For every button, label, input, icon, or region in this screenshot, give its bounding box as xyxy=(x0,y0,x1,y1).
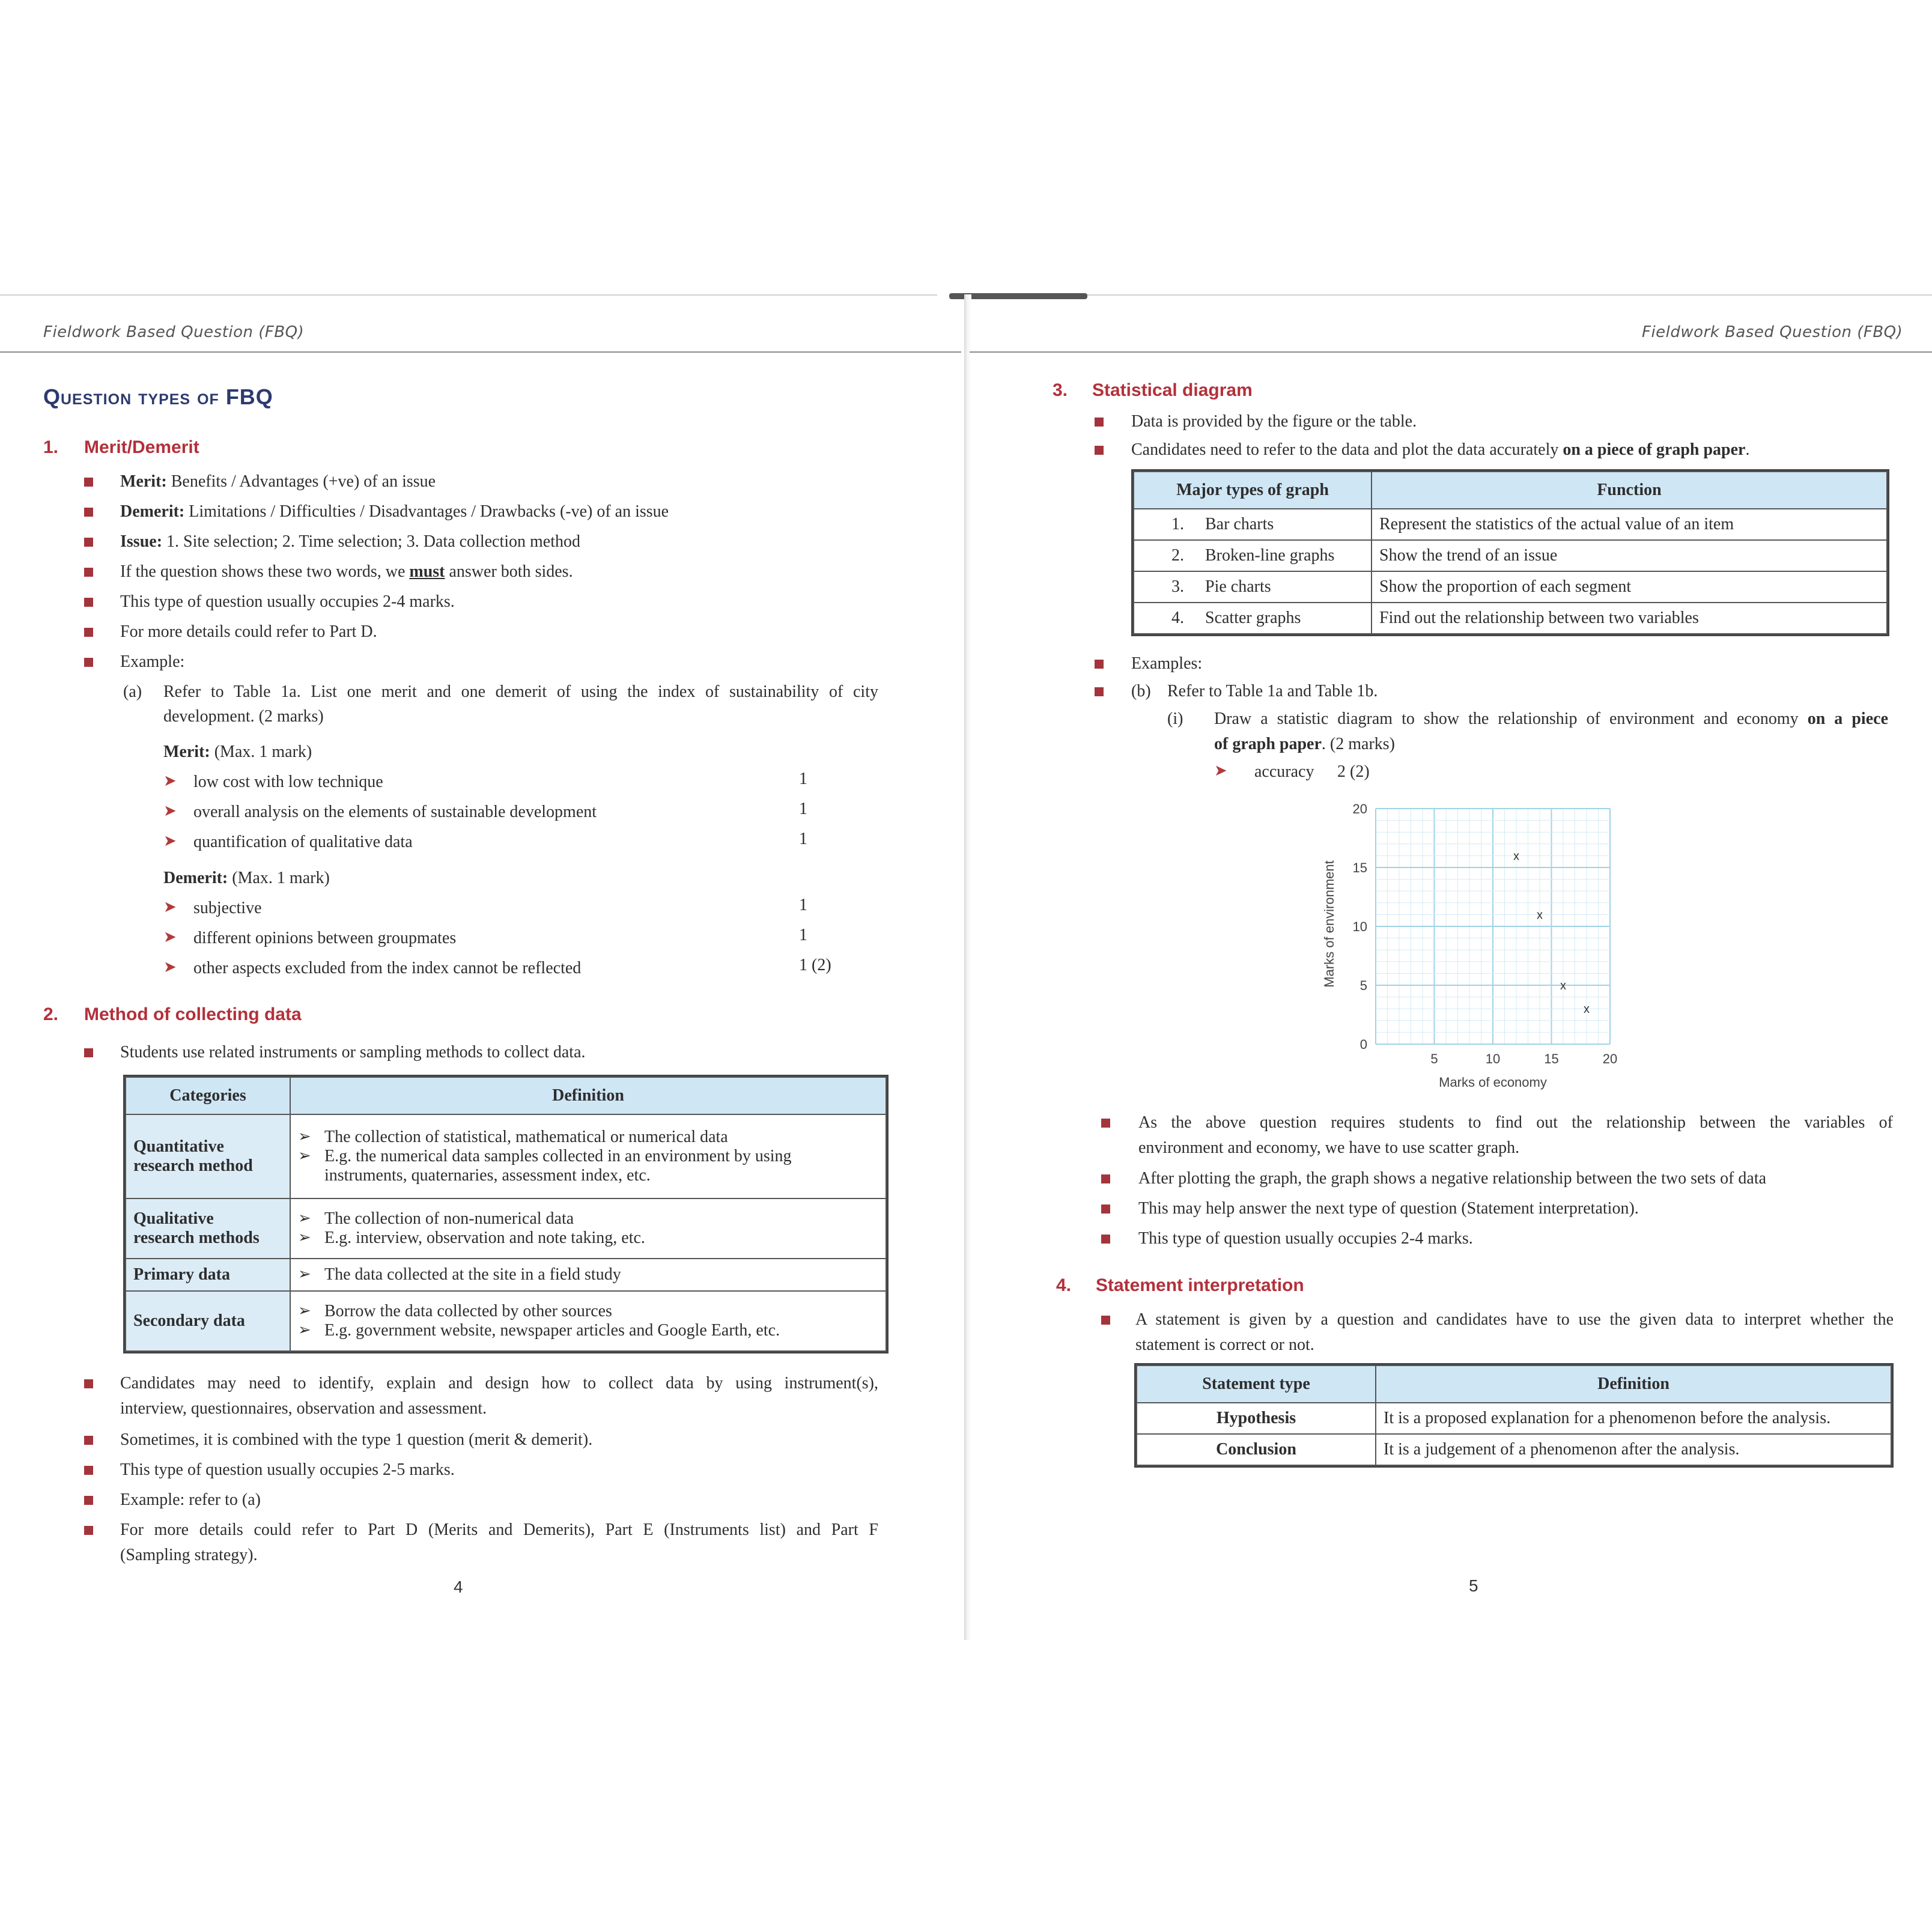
merit-heading: Merit: (Max. 1 mark) xyxy=(163,743,312,761)
bullet-both-sides: If the question shows these two words, we must answer both sides. xyxy=(120,562,573,581)
graph-type-cell: 4. Scatter graphs xyxy=(1134,603,1372,634)
section-2-title: Method of collecting data xyxy=(84,1004,302,1024)
definition-cell: ➢ The collection of non-numerical data ➢ E.g. interview, observation and note taking, etc. xyxy=(290,1198,886,1259)
statement-type-conclusion: Conclusion xyxy=(1137,1434,1376,1465)
section-4-title: Statement interpretation xyxy=(1096,1275,1304,1295)
statement-definition-cell: It is a proposed explanation for a phenomenon before the analysis. xyxy=(1376,1403,1891,1434)
table-row xyxy=(1134,540,1887,571)
definition-cell: ➢ Borrow the data collected by other sources ➢ E.g. government website, newspaper articles and Google Earth, etc. xyxy=(290,1291,886,1351)
page-number-right: 5 xyxy=(1469,1576,1478,1595)
accuracy-text: accuracy xyxy=(1254,762,1314,781)
question-a-text-2: development. (2 marks) xyxy=(163,707,324,726)
definition-cell: ➢ The collection of statistical, mathematical or numerical data ➢ E.g. the numerical data samples collected in an environment by using instruments, quaternaries, assessment index, etc. xyxy=(290,1114,886,1198)
graph-types-table xyxy=(1133,471,1888,634)
table-row xyxy=(1137,1434,1891,1465)
scatter-point: x xyxy=(1537,908,1543,922)
x-tick-label: 15 xyxy=(1544,1051,1559,1066)
section-1-title: Merit/Demerit xyxy=(84,437,199,457)
x-axis-label: Marks of economy xyxy=(1439,1075,1547,1090)
demerit-3: other aspects excluded from the index cannot be reflected xyxy=(193,959,582,977)
section-3-after-4: This type of question usually occupies 2-4 marks. xyxy=(1138,1229,1473,1248)
demerit-3-mark: 1 (2) xyxy=(799,956,831,974)
section-3-after-2: After plotting the graph, the graph shows a negative relationship between the two sets of data xyxy=(1138,1169,1767,1188)
section-3-number: 3. xyxy=(1053,380,1068,400)
section-3-after-1: As the above question requires students to find out the relationship between the variables of xyxy=(1138,1113,1893,1132)
merit-2-mark: 1 xyxy=(799,800,807,818)
section-3-after-3: This may help answer the next type of question (Statement interpretation). xyxy=(1138,1199,1639,1218)
scatter-point: x xyxy=(1584,1003,1590,1016)
table-row xyxy=(1134,571,1887,603)
section-2-p3: This type of question usually occupies 2-5 marks. xyxy=(120,1460,455,1479)
section-3-b1: Data is provided by the figure or the table. xyxy=(1131,412,1417,431)
statement-definition-cell: It is a judgement of a phenomenon after the analysis. xyxy=(1376,1434,1891,1465)
merit-3-mark: 1 xyxy=(799,830,807,848)
examples-label: Examples: xyxy=(1131,654,1203,673)
graph-function-cell: Show the trend of an issue xyxy=(1372,540,1887,571)
table-header-statement-type: Statement type xyxy=(1137,1365,1376,1403)
merit-1-mark: 1 xyxy=(799,770,807,788)
data-collection-table xyxy=(125,1077,887,1352)
table-header-statement-definition: Definition xyxy=(1376,1365,1891,1403)
table-header-graph-type: Major types of graph xyxy=(1134,472,1372,509)
table-row xyxy=(126,1114,886,1198)
question-i-text: Draw a statistic diagram to show the relationship of environment and economy on a piece xyxy=(1214,709,1888,728)
demerit-2-mark: 1 xyxy=(799,926,807,944)
y-tick-label: 0 xyxy=(1359,1037,1367,1052)
graph-type-cell: 3. Pie charts xyxy=(1134,571,1372,603)
table-row xyxy=(1134,509,1887,540)
y-tick-label: 5 xyxy=(1359,978,1367,993)
table-row xyxy=(126,1198,886,1259)
table-header-function: Function xyxy=(1372,472,1887,509)
chart-grid xyxy=(1376,809,1610,1044)
merit-1: low cost with low technique xyxy=(193,773,383,791)
right-page: Fieldwork Based Question (FBQ) 3. Statistical diagram Data is provided by the figure or the table. Candidates need to refer to the data and plot the data accurately on a piece of graph paper. Major types of graph Function 1. Bar charts Represent the statistics of the actual value of an item 2. Broken-line graphs Show the trend of an issue 3. Pie charts Show the proportion of each segment 4. Scatter graphs Find out the relationship between two variables Examples: (b) Refer to Table 1a and Table 1b. (i) Draw a statistic diagram to show the relationship of environment and economy on a piece of graph paper. (2 marks) ➤ accuracy 2 (2) 5 10 15 20 0 5 10 15 20 x x x x Marks of environment Marks of economy As the above question requires students to find out the relationship between the variables of environment and economy, we have to use scatter graph. After plotting the graph, the graph shows a negative relationship between the two sets of data This may help answer the next type of question (Statement interpretation). This type of question usually occupies 2-4 marks. 4. Statement interpretation A statement is given by a question and candidates have to use the given data to interpret whether the statement is correct or not. Statement type Definition Hypothesis It is a proposed explanation for a phenomenon before the analysis. Conclusion It is a judgement of a phenomenon after the analysis. 5 xyxy=(961,0,1932,1932)
table-row xyxy=(126,1259,886,1291)
demerit-2: different opinions between groupmates xyxy=(193,929,457,947)
merit-3: quantification of qualitative data xyxy=(193,833,413,851)
category-qualitative: Qualitative research methods xyxy=(126,1198,290,1259)
merit-2: overall analysis on the elements of sustainable development xyxy=(193,803,597,821)
category-primary: Primary data xyxy=(126,1259,290,1291)
bullet-details: For more details could refer to Part D. xyxy=(120,622,377,641)
demerit-1: subjective xyxy=(193,899,262,917)
graph-type-cell: 2. Broken-line graphs xyxy=(1134,540,1372,571)
graph-function-cell: Show the proportion of each segment xyxy=(1372,571,1887,603)
page-title: Question types of FBQ xyxy=(43,384,273,409)
section-3-after-1b: environment and economy, we have to use scatter graph. xyxy=(1138,1138,1520,1157)
question-b-text: Refer to Table 1a and Table 1b. xyxy=(1167,682,1378,700)
section-2-p1b: interview, questionnaires, observation and assessment. xyxy=(120,1399,487,1418)
demerit-heading: Demerit: (Max. 1 mark) xyxy=(163,869,330,887)
accuracy-mark: 2 (2) xyxy=(1337,762,1370,781)
running-head-left: Fieldwork Based Question (FBQ) xyxy=(43,323,305,341)
x-tick-label: 10 xyxy=(1485,1051,1501,1066)
table-header-definition: Definition xyxy=(290,1077,886,1114)
section-2-p5: For more details could refer to Part D (Merits and Demerits), Part E (Instruments list) and Part F xyxy=(120,1520,878,1539)
scatter-point: x xyxy=(1513,849,1519,863)
section-3-b2: Candidates need to refer to the data and plot the data accurately on a piece of graph paper. xyxy=(1131,440,1750,459)
bullet-example: Example: xyxy=(120,652,185,671)
section-2-number: 2. xyxy=(43,1004,59,1024)
question-i-label: (i) xyxy=(1167,709,1183,728)
question-a-label: (a) xyxy=(123,682,142,701)
section-1-number: 1. xyxy=(43,437,59,457)
section-4-b1b: statement is correct or not. xyxy=(1135,1335,1314,1354)
bullet-marks: This type of question usually occupies 2-4 marks. xyxy=(120,592,455,611)
demerit-1-mark: 1 xyxy=(799,896,807,914)
section-2-p1: Candidates may need to identify, explain and design how to collect data by using instrument(s), xyxy=(120,1374,878,1393)
table-row xyxy=(1137,1403,1891,1434)
category-secondary: Secondary data xyxy=(126,1291,290,1351)
table-row xyxy=(126,1291,886,1351)
section-2-intro: Students use related instruments or sampling methods to collect data. xyxy=(120,1043,586,1062)
section-2-p4: Example: refer to (a) xyxy=(120,1490,261,1509)
section-4-b1: A statement is given by a question and candidates have to use the given data to interpret whether the xyxy=(1135,1310,1894,1329)
graph-function-cell: Represent the statistics of the actual value of an item xyxy=(1372,509,1887,540)
graph-function-cell: Find out the relationship between two variables xyxy=(1372,603,1887,634)
scatter-chart xyxy=(1310,793,1622,1093)
scatter-point: x xyxy=(1560,979,1566,992)
bullet-demerit: Demerit: Limitations / Difficulties / Disadvantages / Drawbacks (-ve) of an issue xyxy=(120,502,669,521)
y-tick-label: 20 xyxy=(1352,801,1367,816)
x-tick-label: 5 xyxy=(1430,1051,1438,1066)
x-tick-label: 20 xyxy=(1602,1051,1618,1066)
bullet-issue: Issue: 1. Site selection; 2. Time selection; 3. Data collection method xyxy=(120,532,581,551)
graph-type-cell: 1. Bar charts xyxy=(1134,509,1372,540)
question-a-text: Refer to Table 1a. List one merit and one demerit of using the index of sustainability of city xyxy=(163,682,878,701)
section-2-p2: Sometimes, it is combined with the type 1 question (merit & demerit). xyxy=(120,1430,593,1449)
question-b-label: (b) xyxy=(1131,682,1151,700)
left-page: Fieldwork Based Question (FBQ) Question types of FBQ 1. Merit/Demerit Merit: Benefits / Advantages (+ve) of an issue Demerit: Limitations / Difficulties / Disadvantages / Drawbacks (-ve) of an issue Issue: 1. Site selection; 2. Time selection; 3. Data collection method If the question shows these two words, we must answer both sides. This type of question usually occupies 2-4 marks. For more details could refer to Part D. Example: (a) Refer to Table 1a. List one merit and one demerit of using the index of sustainability of city development. (2 marks) Merit: (Max. 1 mark) ➤ low cost with low technique 1 ➤ overall analysis on the elements of sustainable development 1 ➤ quantification of qualitative data 1 Demerit: (Max. 1 mark) ➤ subjective 1 ➤ different opinions between groupmates 1 ➤ other aspects excluded from the index cannot be reflected 1 (2) 2. Method of collecting data Students use related instruments or sampling methods to collect data. Categories Definition Quantitative research method ➢ The collection of statistical, mathematical or numerical data ➢ E.g. the numerical data samples collected in an environment by using instruments, quaternaries, assessment index, etc. Qualitative research methods ➢ The collection of non-numerical data ➢ E.g. interview, observation and note taking, etc. Primary data ➢ The data collected at the site in a field study Secondary data ➢ Borrow the data collected by other sources ➢ E.g. government website, newspaper articles and Google Earth, etc. Candidates may need to identify, explain and design how to collect data by using instrument(s), interview, questionnaires, observation and assessment. Sometimes, it is combined with the type 1 question (merit & demerit). This type of question usually occupies 2-5 marks. Example: refer to (a) For more details could refer to Part D (Merits and Demerits), Part E (Instruments list) and Part F (Sampling strategy). 4 xyxy=(0,0,961,1932)
y-tick-label: 10 xyxy=(1352,919,1367,934)
statement-table xyxy=(1136,1365,1892,1466)
question-i-text-2: of graph paper. (2 marks) xyxy=(1214,735,1395,753)
page-number-left: 4 xyxy=(454,1578,463,1596)
y-axis-label: Marks of environment xyxy=(1322,860,1337,988)
running-head-right: Fieldwork Based Question (FBQ) xyxy=(1642,323,1903,341)
chart-axes xyxy=(1353,801,1618,1066)
table-header-categories: Categories xyxy=(126,1077,290,1114)
category-quantitative: Quantitative research method xyxy=(126,1114,290,1198)
table-row xyxy=(1134,603,1887,634)
section-2-p5b: (Sampling strategy). xyxy=(120,1546,258,1564)
definition-cell: ➢ The data collected at the site in a field study xyxy=(290,1259,886,1291)
section-4-number: 4. xyxy=(1056,1275,1072,1295)
section-3-title: Statistical diagram xyxy=(1092,380,1253,400)
y-tick-label: 15 xyxy=(1352,860,1367,875)
bullet-merit: Merit: Benefits / Advantages (+ve) of an issue xyxy=(120,472,436,491)
statement-type-hypothesis: Hypothesis xyxy=(1137,1403,1376,1434)
